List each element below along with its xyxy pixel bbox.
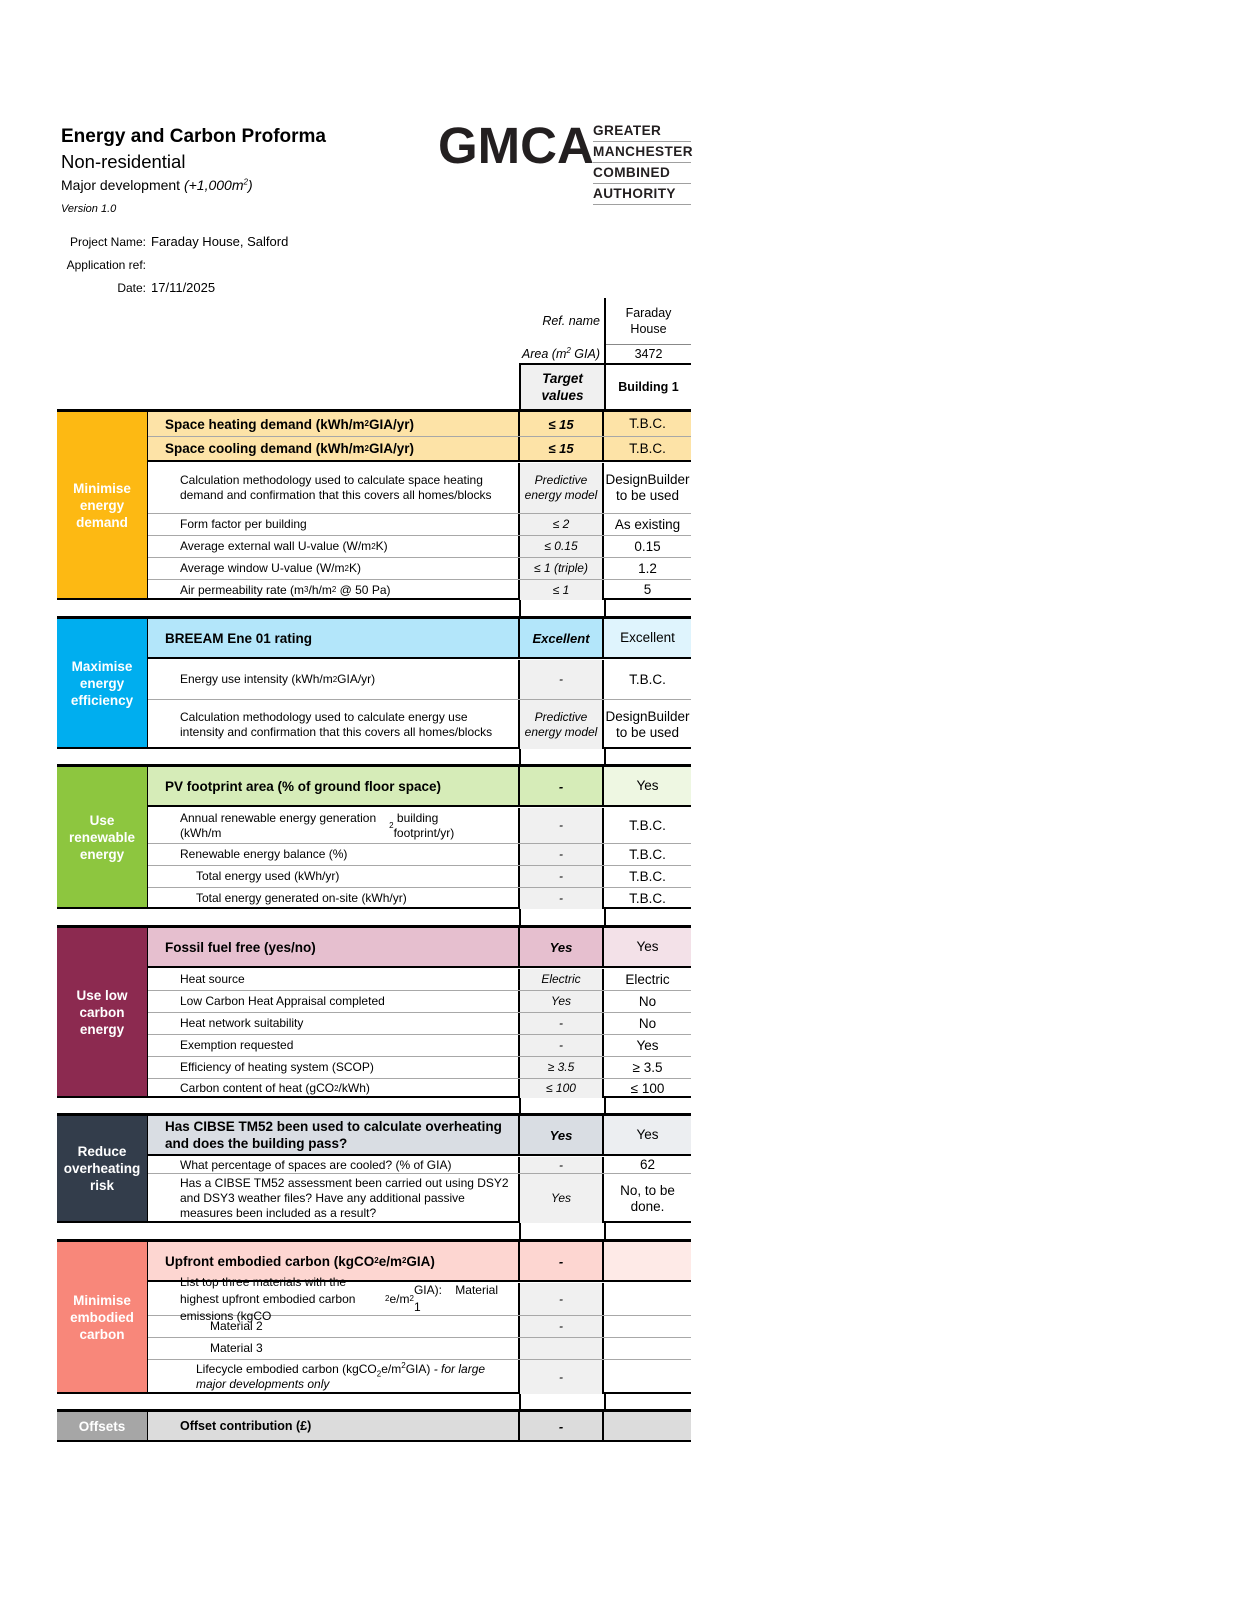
table-row — [148, 558, 691, 580]
row-target: Excellent — [520, 619, 604, 657]
row-value: T.B.C. — [629, 440, 666, 456]
row-target: Yes — [520, 991, 604, 1012]
table-row — [148, 767, 691, 807]
row-label: Efficiency of heating system (SCOP) — [148, 1057, 520, 1078]
row-label: Calculation methodology used to calculate energy use intensity and confirmation that this covers all homes/blocks — [148, 700, 520, 749]
row-target: ≤ 0.15 — [520, 536, 604, 557]
category-label: Minimise embodied carbon — [57, 1242, 148, 1392]
row-value: 0.15 — [634, 538, 661, 554]
row-value: DesignBuilder to be used — [605, 708, 690, 740]
row-target: Yes — [520, 1174, 604, 1223]
category-label: Minimise energy demand — [57, 412, 148, 598]
table-row — [148, 808, 691, 844]
row-target: - — [520, 1157, 604, 1173]
scope-area: $(+1,000m^2)$ — [183, 177, 253, 193]
building-1-header: Building 1 — [618, 380, 679, 394]
table-row — [148, 1035, 691, 1057]
section-minimise-energy-demand — [57, 409, 691, 600]
row-label: Carbon content of heat (gCO 2 /kWh) — [148, 1079, 520, 1098]
row-label: Has CIBSE TM52 been used to calculate overheating and does the building pass? — [148, 1116, 520, 1154]
table-row — [148, 463, 691, 514]
row-value: T.B.C. — [629, 416, 666, 431]
logo-line: MANCHESTER — [593, 142, 691, 163]
row-target: Yes — [520, 1116, 604, 1154]
row-value: T.B.C. — [629, 671, 666, 687]
row-target: ≤ 100 — [520, 1079, 604, 1098]
table-row — [148, 1174, 691, 1223]
row-target: - — [520, 1013, 604, 1034]
target-values-header: Target values — [541, 371, 584, 403]
row-target: - — [520, 1412, 604, 1440]
scope-prefix: Major development — [61, 177, 181, 193]
column-divider — [519, 1223, 521, 1240]
table-row — [148, 1412, 691, 1440]
table-row — [148, 1157, 691, 1174]
row-value: Yes — [604, 767, 691, 805]
row-target: ≤ 1 (triple) — [520, 558, 604, 579]
row-target: - — [520, 1242, 604, 1280]
row-value: Excellent — [604, 619, 691, 657]
row-target: - — [520, 1360, 604, 1394]
category-label: Reduce overheating risk — [57, 1116, 148, 1221]
column-divider — [604, 1098, 606, 1114]
row-label: Energy use intensity (kWh/m 2 GIA/yr) — [148, 660, 520, 699]
row-value: Yes — [604, 928, 691, 966]
document-title: Energy and Carbon Proforma — [61, 126, 326, 147]
application-ref-label: Application ref: — [66, 258, 146, 272]
column-divider — [604, 600, 606, 617]
table-row — [148, 969, 691, 991]
table-row — [148, 700, 691, 749]
row-value: 5 — [643, 582, 652, 597]
row-value — [604, 1360, 691, 1394]
row-label: Offset contribution (£) — [148, 1412, 520, 1440]
section-reduce-overheating-risk — [57, 1113, 691, 1223]
section-use-renewable-energy — [57, 764, 691, 909]
row-target: - — [520, 1316, 604, 1337]
table-row — [148, 1360, 691, 1394]
row-label: Upfront embodied carbon (kgCO 2 e/m 2 GIA) — [148, 1242, 520, 1280]
row-label: Form factor per building — [148, 514, 520, 535]
row-label: PV footprint area (% of ground floor space) — [148, 767, 520, 805]
row-value: 62 — [639, 1157, 656, 1172]
table-row — [148, 888, 691, 909]
row-label: Annual renewable energy generation (kWh/m 2 building footprint/yr) — [148, 808, 520, 843]
column-divider — [604, 909, 606, 926]
row-target: Predictive energy model — [520, 700, 604, 749]
row-label: Average window U-value (W/m 2 K) — [148, 558, 520, 579]
row-value: No — [638, 1015, 657, 1031]
ref-name-label: Ref. name — [542, 314, 600, 328]
table-row — [148, 660, 691, 700]
column-divider — [519, 1098, 521, 1114]
row-label: Exemption requested — [148, 1035, 520, 1056]
row-target: Yes — [520, 928, 604, 966]
row-value: ≥ 3.5 — [632, 1059, 663, 1075]
row-target: Electric — [520, 969, 604, 990]
logo-line: AUTHORITY — [593, 184, 691, 205]
gmca-logo-words — [593, 121, 691, 205]
section-maximise-energy-efficiency — [57, 616, 691, 749]
category-label: Offsets — [57, 1412, 148, 1440]
column-divider — [519, 749, 521, 765]
logo-line: COMBINED — [593, 163, 691, 184]
row-value — [604, 1316, 691, 1337]
row-target: - — [520, 660, 604, 699]
row-label: Lifecycle embodied carbon $(kgCO_2e/m^2GIA)$ - for large major developments only — [148, 1360, 520, 1394]
section-offsets — [57, 1409, 691, 1442]
row-value: 1.2 — [638, 560, 657, 576]
table-row — [148, 1079, 691, 1098]
column-divider — [604, 749, 606, 765]
row-value: Yes — [604, 1116, 691, 1154]
category-label: Use renewable energy — [57, 767, 148, 907]
row-value — [604, 1338, 691, 1359]
project-name-label: Project Name: — [69, 235, 146, 249]
row-target: ≤ 15 — [520, 437, 604, 460]
scope-line — [61, 177, 253, 193]
row-target: - — [520, 808, 604, 843]
row-label: Has a CIBSE TM52 assessment been carried out using DSY2 and DSY3 weather files? Have any additional passive measures been included as a result? — [148, 1174, 520, 1223]
table-row — [148, 619, 691, 659]
row-label: Space cooling demand (kWh/m 2 GIA/yr) — [148, 437, 520, 460]
row-value: As existing — [614, 516, 681, 532]
row-label: highest upfront embodied carbon emissions (kgCO 2 e/m 2 GIA): Material 1 — [148, 1283, 520, 1315]
table-row — [148, 844, 691, 866]
row-target: ≥ 3.5 — [520, 1057, 604, 1078]
row-value — [604, 1283, 691, 1315]
row-label: Heat network suitability — [148, 1013, 520, 1034]
date-value: 17/11/2025 — [151, 280, 216, 295]
row-label: Material 2 — [148, 1316, 520, 1337]
table-row — [148, 866, 691, 888]
row-value: Electric — [625, 971, 670, 987]
table-row — [148, 437, 691, 462]
row-value — [604, 1412, 691, 1440]
row-target: - — [520, 767, 604, 805]
row-target: - — [520, 844, 604, 865]
row-target — [520, 1338, 604, 1359]
row-label: Heat source — [148, 969, 520, 990]
row-label: Material 3 — [148, 1338, 520, 1359]
row-label: Air permeability rate (m 3 /h/m 2 @ 50 Pa) — [148, 580, 520, 600]
logo-line: GREATER — [593, 121, 691, 142]
row-value — [604, 1242, 691, 1280]
row-target: - — [520, 866, 604, 887]
table-row — [148, 536, 691, 558]
row-target: - — [520, 1035, 604, 1056]
row-value: Yes — [636, 1037, 659, 1053]
row-value: DesignBuilder to be used — [605, 472, 690, 503]
column-divider — [604, 1223, 606, 1240]
version-label: Version 1.0 — [61, 203, 117, 215]
row-value: No — [638, 993, 657, 1009]
table-row — [148, 1338, 691, 1360]
table-row — [148, 991, 691, 1013]
row-value: T.B.C. — [629, 846, 666, 862]
column-divider — [519, 909, 521, 926]
column-divider — [519, 1394, 521, 1410]
table-row — [148, 514, 691, 536]
row-label: Average external wall U-value (W/m 2 K) — [148, 536, 520, 557]
row-target: Predictive energy model — [520, 463, 604, 513]
gmca-logo-mark: GMCA — [438, 117, 594, 174]
section-minimise-embodied-carbon — [57, 1239, 691, 1394]
ref-name-value: Faraday House — [625, 306, 672, 336]
category-label: Maximise energy efficiency — [57, 619, 148, 747]
column-divider — [519, 600, 521, 617]
row-value: No, to be done. — [620, 1182, 675, 1214]
table-row — [148, 1283, 691, 1323]
row-label: Total energy used (kWh/yr) — [148, 866, 520, 887]
row-target: ≤ 15 — [520, 412, 604, 436]
row-target: ≤ 1 — [520, 580, 604, 600]
row-target: - — [520, 1283, 604, 1315]
row-label: What percentage of spaces are cooled? (% of GIA) — [148, 1157, 520, 1173]
area-label: Area ($m^2$ GIA) — [521, 345, 600, 361]
divider — [606, 344, 691, 345]
row-target: ≤ 2 — [520, 514, 604, 535]
row-value: T.B.C. — [629, 817, 666, 833]
column-divider — [604, 1394, 606, 1410]
table-row — [148, 412, 691, 437]
row-value: T.B.C. — [629, 890, 666, 906]
row-label: Total energy generated on-site (kWh/yr) — [148, 888, 520, 909]
section-use-low-carbon-energy — [57, 925, 691, 1098]
table-row — [148, 928, 691, 968]
document-subtitle: Non-residential — [61, 151, 186, 172]
row-label: Fossil fuel free (yes/no) — [148, 928, 520, 966]
row-value: T.B.C. — [629, 868, 666, 884]
table-row — [148, 1116, 691, 1156]
row-label: Renewable energy balance (%) — [148, 844, 520, 865]
row-target: - — [520, 888, 604, 909]
table-row — [148, 1316, 691, 1338]
project-name-value: Faraday House, Salford — [151, 234, 289, 249]
category-label: Use low carbon energy — [57, 928, 148, 1096]
date-label: Date: — [117, 281, 146, 295]
row-label: Space heating demand (kWh/m 2 GIA/yr) — [148, 412, 520, 436]
table-row — [148, 580, 691, 600]
row-label: Calculation methodology used to calculate space heating demand and confirmation that this covers all homes/blocks — [148, 463, 520, 513]
area-value: 3472 — [634, 347, 663, 361]
row-value: ≤ 100 — [630, 1080, 665, 1096]
table-row — [148, 1013, 691, 1035]
table-row — [148, 1057, 691, 1079]
row-label: Low Carbon Heat Appraisal completed — [148, 991, 520, 1012]
row-label: BREEAM Ene 01 rating — [148, 619, 520, 657]
